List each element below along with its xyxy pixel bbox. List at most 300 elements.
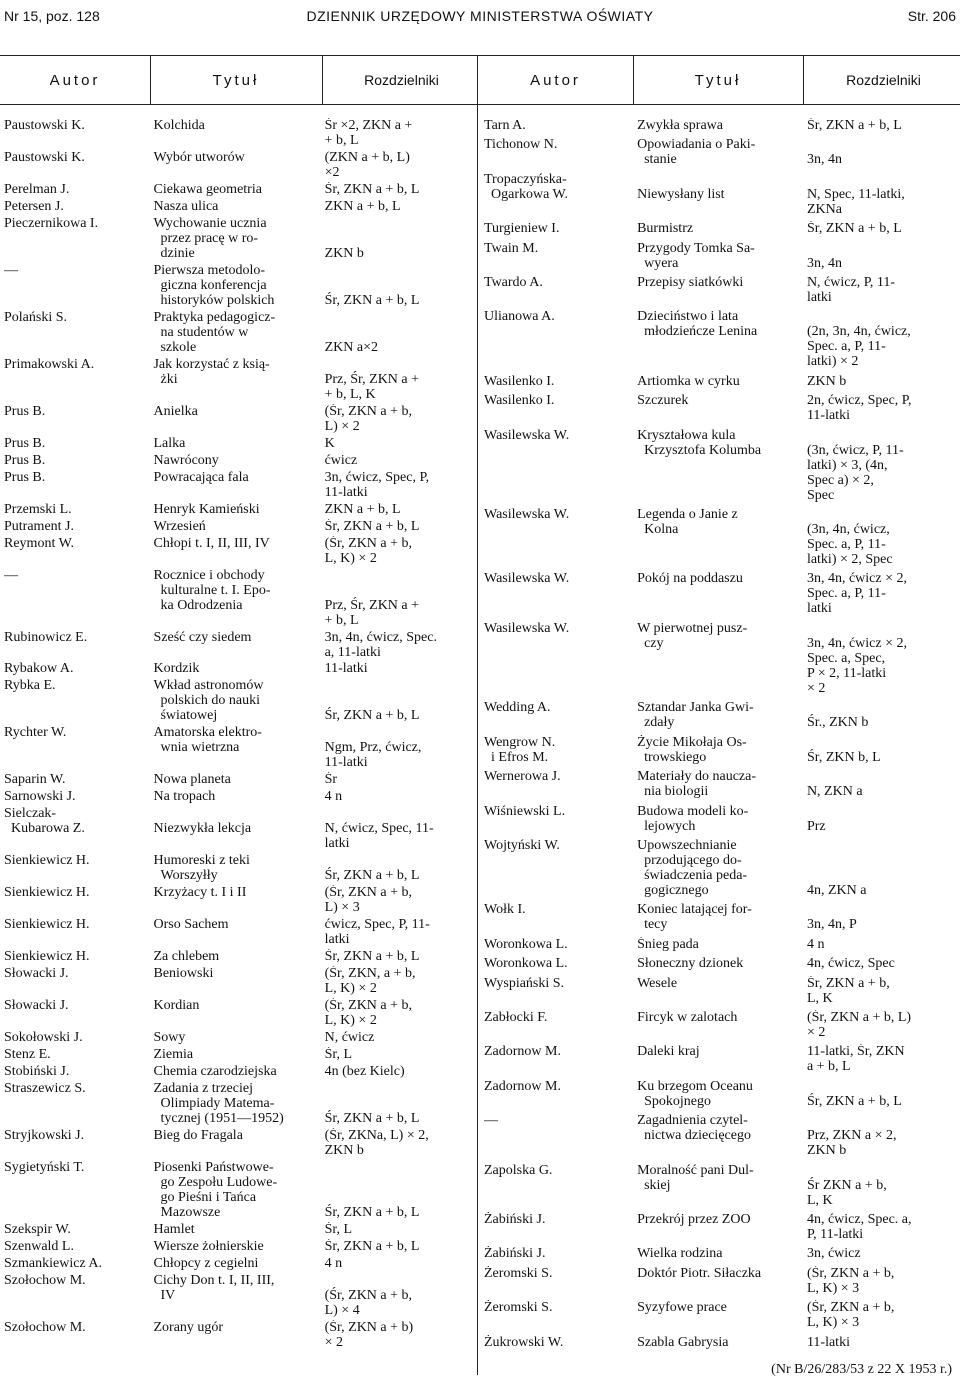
title-cell: W pierwotnej pusz- czy [637,620,748,651]
table-row [0,1160,476,1220]
title-cell: Lalka [153,435,186,451]
table-row [0,404,476,434]
author-cell: Żukrowski W. [484,1334,564,1350]
table-row [0,263,476,308]
title-cell: Kordian [153,998,200,1014]
author-cell: Sielczak- Kubarowa Z. [4,806,85,837]
author-cell: Tropaczyńska- Ogarkowa W. [484,171,568,202]
title-cell: Zagadnienia czytel- nictwa dziecięcego [637,1113,751,1144]
table-row [480,374,960,389]
author-cell: Szmankiewicz A. [4,1255,102,1271]
author-cell: Ulianowa A. [484,309,555,325]
distribution-cell: (Śr, ZKN a + b, L) × 2 [806,1009,912,1040]
distribution-cell: (Śr, ZKN a + b, L, K) × 3 [806,1300,895,1331]
table-row [0,630,476,660]
title-cell: Zwykła sprawa [637,118,723,133]
author-cell: Wasilenko I. [484,393,555,409]
table-row [480,221,960,236]
table-row [0,998,476,1028]
table-row [480,1300,960,1330]
author-cell: Turgieniew I. [484,221,560,237]
distribution-cell: 4n, ćwicz, Spec. a, P, 11-latki [806,1211,912,1242]
table-row [0,453,476,468]
distribution-cell: Śr, ZKN a + b, L [806,1093,902,1109]
table-row [0,502,476,517]
table-row [0,1030,476,1045]
distribution-cell: N, Spec, 11-latki, ZKNa [806,186,905,217]
table-row [0,966,476,996]
issue-number: Nr 15, poz. 128 [4,8,100,24]
title-cell: Wiersze żołnierskie [153,1238,264,1254]
column-header-author: Autor [49,72,101,89]
author-cell: Wasilewska W. [484,427,570,443]
title-cell: Budowa modeli ko- lejowych [637,803,749,834]
author-cell: Wyspiański S. [484,975,565,991]
title-cell: Piosenki Państwowe- go Zespołu Ludowe- go Pieśni i Tańca Mazowsze [153,1159,278,1220]
table-row [480,956,960,971]
distribution-cell: Prz, ZKN a × 2, ZKN b [806,1128,897,1159]
title-cell: Na tropach [153,789,216,805]
distribution-cell: Śr, ZKN a + b, L [324,1238,420,1254]
distribution-cell: N, ZKN a [806,784,863,800]
title-cell: Rocznice i obchody kulturalne t. I. Epo- ka Odrodzenia [153,567,271,613]
table-row [0,436,476,451]
table-row [0,661,476,676]
distribution-cell: 3n, 4n, ćwicz, Spec. a, 11-latki [324,629,437,660]
column-header-author: Autor [530,72,581,89]
author-cell: Twardo A. [484,275,543,291]
title-cell: Niewysłany list [637,186,725,202]
distribution-cell: 3n, ćwicz [806,1246,861,1262]
table-row [0,357,476,402]
table-top-rule [0,55,960,56]
title-cell: Wkład astronomów polskich do nauki światowej [153,678,264,724]
distribution-cell: ćwicz, Spec, P, 11- latki [324,917,430,948]
table-row [0,1239,476,1254]
title-cell: Daleki kraj [637,1044,700,1060]
title-cell: Szabla Gabrysia [637,1334,729,1350]
author-cell: Wojtyński W. [484,837,560,853]
distribution-cell: N, ćwicz [324,1030,375,1046]
table-row [0,470,476,500]
title-cell: Chemia czarodziejska [153,1064,277,1080]
title-cell: Dzieciństwo i lata młodzieńcze Lenina [637,309,758,340]
table-row [480,393,960,423]
distribution-cell: (Śr, ZKN a + b, L) × 4 [324,1287,413,1318]
distribution-cell: (3n, 4n, ćwicz, Spec. a, P, 11- latki) × 2, Spec [806,522,893,568]
author-cell: Prus B. [4,452,46,468]
distribution-cell: (Śr, ZKNa, L) × 2, ZKN b [324,1127,429,1158]
distribution-cell: Prz, Śr, ZKN a + + b, L [324,597,420,628]
table-row [0,789,476,804]
table-row [480,428,960,503]
table-row [480,1079,960,1109]
title-cell: Wybór utworów [153,149,245,165]
distribution-cell: 3n, 4n [806,152,842,168]
title-cell: Ziemia [153,1047,194,1063]
distribution-cell: 4n, ZKN a [806,882,867,898]
title-cell: Burmistrz [637,221,694,237]
distribution-cell: Śr, ZKN a + b, L [324,292,420,308]
distribution-cell: Śr, L [324,1221,353,1237]
author-cell: Sienkiewicz H. [4,853,90,869]
title-cell: Hamlet [153,1221,195,1237]
table-row [0,1081,476,1126]
author-cell: Primakowski A. [4,356,95,372]
author-cell: Woronkowa L. [484,936,568,952]
distribution-cell: 2n, ćwicz, Spec, P, 11-latki [806,393,912,424]
distribution-cell: Prz, Śr, ZKN a + + b, L, K [324,371,420,402]
author-cell: — [484,1113,498,1129]
author-cell: Tichonow N. [484,137,558,153]
table-row [0,853,476,883]
table-row [0,1320,476,1350]
author-cell: Wasilewska W. [484,620,570,636]
title-cell: Kolchida [153,118,205,133]
distribution-cell: 3n, 4n, ćwicz × 2, Spec. a, Spec, P × 2, 11-latki × 2 [806,635,907,696]
title-cell: Niezwykła lekcja [153,821,252,837]
table-row [480,621,960,696]
title-cell: Sztandar Janka Gwi- zdały [637,700,754,731]
author-cell: Perelman J. [4,181,70,197]
distribution-cell: Śr., ZKN b [806,715,869,731]
column-header-distribution: Rozdzielniki [364,72,439,88]
author-cell: Twain M. [484,240,539,256]
author-cell: Stryjkowski J. [4,1127,85,1143]
author-cell: Wernerowa J. [484,769,561,785]
title-cell: Przygody Tomka Sa- wyera [637,240,755,271]
author-cell: Paustowski K. [4,149,85,165]
title-cell: Przepisy siatkówki [637,275,744,291]
author-cell: Rubinowicz E. [4,629,88,645]
distribution-cell: 3n, 4n, ćwicz × 2, Spec. a, P, 11- latki [806,571,907,617]
table-row [480,804,960,834]
distribution-cell: Prz [806,818,826,834]
distribution-cell: N, ćwicz, P, 11- latki [806,275,896,306]
title-cell: Zadania z trzeciej Olimpiady Matema- tycznej (1951—1952) [153,1081,284,1126]
distribution-cell: (Śr, ZKN a + b) × 2 [324,1319,414,1350]
distribution-cell: 11-latki [806,1334,850,1350]
distribution-cell: Śr ×2, ZKN a + + b, L [324,118,413,148]
distribution-cell: Ngm, Prz, ćwicz, 11-latki [324,740,422,771]
distribution-cell: (Śr, ZKN a + b, L, K) × 3 [806,1265,895,1296]
table-row [480,1212,960,1242]
title-cell: Beniowski [153,966,214,982]
author-cell: Stenz E. [4,1047,51,1063]
distribution-cell: 4 n [324,789,343,805]
author-cell: Szołochow M. [4,1272,86,1288]
table-row [0,1256,476,1271]
author-cell: Sienkiewicz H. [4,885,90,901]
author-cell: Paustowski K. [4,118,85,133]
distribution-cell: Śr [324,772,338,788]
table-row [0,1273,476,1318]
title-cell: Bieg do Fragala [153,1127,243,1143]
author-cell: Rybka E. [4,678,56,694]
table-row [480,1163,960,1208]
author-cell: Sokołowski J. [4,1030,83,1046]
title-cell: Upowszechnianie przodującego do- świadczenia peda- gogicznego [637,837,748,898]
author-cell: Reymont W. [4,535,75,551]
title-cell: Henryk Kamieński [153,501,260,517]
distribution-cell: 4 n [806,936,825,952]
distribution-cell: (Śr, ZKN, a + b, L, K) × 2 [324,966,416,997]
title-cell: Jak korzystać z ksią- żki [153,356,270,387]
title-cell: Za chlebem [153,949,220,965]
title-cell: Nasza ulica [153,198,219,214]
title-cell: Nowa planeta [153,772,231,788]
reference-note: (Nr B/26/283/53 z 22 X 1953 r.) [771,1362,952,1377]
title-cell: Sześć czy siedem [153,629,252,645]
distribution-cell: 11-latki, Śr, ZKN a + b, L [806,1044,905,1075]
table-row [0,1222,476,1237]
distribution-cell: Śr, ZKN a + b, L [324,708,420,724]
author-cell: Wiśniewski L. [484,803,566,819]
author-cell: Sarnowski J. [4,789,76,805]
column-header-title: Tytuł [694,72,742,89]
title-cell: Opowiadania o Paki- stanie [637,137,756,168]
table-row [480,838,960,898]
table-row [480,1246,960,1261]
table-row [0,118,476,148]
author-cell: Szenwald L. [4,1238,74,1254]
table-row [0,568,476,628]
distribution-cell: Śr, L [324,1047,353,1063]
distribution-cell: ZKN b [806,373,847,389]
title-cell: Powracająca fala [153,469,249,485]
author-cell: Wołk I. [484,902,526,918]
table-row [480,1266,960,1296]
column-header-title: Tytuł [212,72,260,89]
table-row [480,976,960,1006]
table-row [480,902,960,932]
author-cell: Zadornow M. [484,1044,561,1060]
title-cell: Praktyka pedagogicz- na studentów w szkole [153,309,276,355]
title-cell: Kordzik [153,661,200,677]
author-cell: Pieczernikowa I. [4,215,99,231]
distribution-cell: (ZKN a + b, L) ×2 [324,149,410,180]
distribution-cell: 11-latki [324,661,368,677]
distribution-cell: (3n, ćwicz, P, 11- latki) × 3, (4n, Spec a) × 2, Spec [806,442,904,503]
center-divider [477,55,478,1375]
title-cell: Amatorska elektro- wnia wietrzna [153,725,262,756]
author-cell: Wedding A. [484,700,551,716]
author-cell: Polański S. [4,309,68,325]
author-cell: Zadornow M. [484,1078,561,1094]
author-cell: Słowacki J. [4,966,69,982]
distribution-cell: Śr, ZKN a + b, L [324,868,420,884]
table-row [480,937,960,952]
author-cell: — [4,567,18,583]
author-cell: Wasilewska W. [484,507,570,523]
title-cell: Nawrócony [153,452,219,468]
table-row [480,275,960,305]
title-cell: Materiały do naucza- nia biologii [637,769,757,800]
distribution-cell: Śr, ZKN a + b, L [324,949,420,965]
table-row [0,949,476,964]
title-cell: Wesele [637,975,678,991]
author-cell: Wasilenko I. [484,373,555,389]
title-cell: Humoreski z teki Worszyłły [153,853,250,884]
table-row [0,1064,476,1079]
author-cell: Sienkiewicz H. [4,917,90,933]
distribution-cell: N, ćwicz, Spec, 11- latki [324,821,434,852]
table-row [480,571,960,616]
author-cell: Zabłocki F. [484,1009,548,1025]
distribution-cell: (Śr, ZKN a + b, L) × 2 [324,403,413,434]
title-cell: Pokój na poddaszu [637,571,743,587]
author-cell: Straszewicz S. [4,1081,86,1096]
title-cell: Krzyżacy t. I i II [153,885,247,901]
distribution-cell: 3n, 4n [806,255,842,271]
table-row [480,1010,960,1040]
author-cell: Stobiński J. [4,1064,70,1080]
title-cell: Chłopi t. I, II, III, IV [153,535,270,551]
distribution-cell: ZKN a×2 [324,339,378,355]
distribution-cell: ćwicz [324,452,358,468]
title-cell: Kryształowa kula Krzysztofa Kolumba [637,427,762,458]
distribution-cell: ZKN a + b, L [324,198,401,214]
table-row [480,241,960,271]
title-cell: Cichy Don t. I, II, III, IV [153,1272,275,1303]
distribution-cell: (Śr, ZKN a + b, L, K) × 2 [324,535,413,566]
author-cell: Putrament J. [4,518,74,534]
distribution-cell: 3n, ćwicz, Spec, P, 11-latki [324,469,430,500]
distribution-cell: Śr, ZKN a + b, L [806,221,902,237]
table-row [0,885,476,915]
table-row [480,118,960,133]
distribution-cell: 4 n [324,1255,343,1271]
distribution-cell: 4n, ćwicz, Spec [806,956,895,972]
author-cell: Prus B. [4,403,46,419]
author-cell: Żeromski S. [484,1265,553,1281]
table-row [0,1128,476,1158]
table-row [0,199,476,214]
author-cell: Sygietyński T. [4,1159,85,1175]
title-cell: Wielka rodzina [637,1246,723,1262]
table-row [0,917,476,947]
title-cell: Zorany ugór [153,1319,224,1335]
table-row [480,700,960,730]
title-cell: Słoneczny dzionek [637,956,744,972]
title-cell: Szczurek [637,393,689,409]
distribution-cell: (Śr, ZKN a + b, L) × 3 [324,885,413,916]
column-header-distribution: Rozdzielniki [846,72,921,88]
author-cell: Żeromski S. [484,1300,553,1316]
table-row [0,1047,476,1062]
title-cell: Artiomka w cyrku [637,373,740,389]
title-cell: Wychowanie ucznia przez pracę w ro- dzinie [153,215,267,261]
title-cell: Ciekawa geometria [153,181,262,197]
title-cell: Śnieg pada [637,936,699,952]
distribution-cell: Śr, ZKN a + b, L [324,1204,420,1220]
distribution-cell: 4n (bez Kielc) [324,1064,405,1080]
journal-title: DZIENNIK URZĘDOWY MINISTERSTWA OŚWIATY [306,8,654,24]
title-cell: Ku brzegom Oceanu Spokojnego [637,1078,753,1109]
distribution-cell: Śr, ZKN a + b, L, K [806,975,890,1006]
title-cell: Wrzesień [153,518,206,534]
author-cell: Tarn A. [484,118,526,133]
title-cell: Orso Sachem [153,917,229,933]
title-cell: Koniec latającej for- tecy [637,902,752,933]
author-cell: Przemski L. [4,501,72,517]
header-bottom-rule [0,104,960,105]
author-cell: Wasilewska W. [484,571,570,587]
table-row [0,725,476,770]
table-row [0,519,476,534]
title-cell: Przekrój przez ZOO [637,1211,751,1227]
distribution-cell: Śr, ZKN a + b, L [806,118,902,133]
table-row [480,1335,960,1350]
table-row [480,735,960,765]
distribution-cell: Śr, ZKN a + b, L [324,1111,420,1126]
table-row [0,182,476,197]
table-row [480,137,960,167]
distribution-cell: ZKN a + b, L [324,501,401,517]
distribution-cell: K [324,435,335,451]
left-column-table [0,118,476,1350]
title-cell: Legenda o Janie z Kolna [637,507,738,538]
author-cell: Słowacki J. [4,998,69,1014]
distribution-cell: 3n, 4n, P [806,917,857,933]
title-cell: Życie Mikołaja Os- trowskiego [637,734,747,765]
title-cell: Chłopcy z cegielni [153,1255,259,1271]
table-row [0,216,476,261]
author-cell: Petersen J. [4,198,64,214]
distribution-cell: (Śr, ZKN a + b, L, K) × 2 [324,998,413,1029]
author-cell: Zapolska G. [484,1162,553,1178]
right-column-table [480,118,960,1350]
author-cell: — [4,262,18,278]
table-row [480,1113,960,1158]
page-number: Str. 206 [907,8,956,24]
author-cell: Żabiński J. [484,1246,546,1262]
distribution-cell: (2n, 3n, 4n, ćwicz, Spec. a, P, 11- latki) × 2 [806,324,911,370]
table-row [480,309,960,369]
table-row [0,536,476,566]
table-row [0,310,476,355]
author-cell: Żabiński J. [484,1211,546,1227]
title-cell: Fircyk w zalotach [637,1009,738,1025]
author-cell: Saparin W. [4,772,66,788]
author-cell: Szołochow M. [4,1319,86,1335]
table-row [480,769,960,799]
table-row [0,150,476,180]
table-row [0,678,476,723]
table-row [0,772,476,787]
author-cell: Prus B. [4,469,46,485]
table-row [480,172,960,217]
table-row [0,806,476,851]
author-cell: Woronkowa L. [484,956,568,972]
distribution-cell: Śr, ZKN b, L [806,749,881,765]
distribution-cell: ZKN b [324,245,364,261]
title-cell: Pierwsza metodolo- giczna konferencja historyków polskich [153,262,275,308]
author-cell: Prus B. [4,435,46,451]
author-cell: Wengrow N. i Efros M. [484,734,556,765]
distribution-cell: Śr, ZKN a + b, L [324,518,420,534]
author-cell: Szekspir W. [4,1221,71,1237]
table-row [480,1044,960,1074]
title-cell: Sowy [153,1030,186,1046]
title-cell: Moralność pani Dul- skiej [637,1162,754,1193]
distribution-cell: Śr, ZKN a + b, L [324,181,420,197]
title-cell: Doktór Piotr. Siłaczka [637,1265,762,1281]
author-cell: Rybakow A. [4,661,74,677]
title-cell: Syzyfowe prace [637,1300,727,1316]
distribution-cell: Śr ZKN a + b, L, K [806,1177,887,1208]
title-cell: Anielka [153,403,198,419]
